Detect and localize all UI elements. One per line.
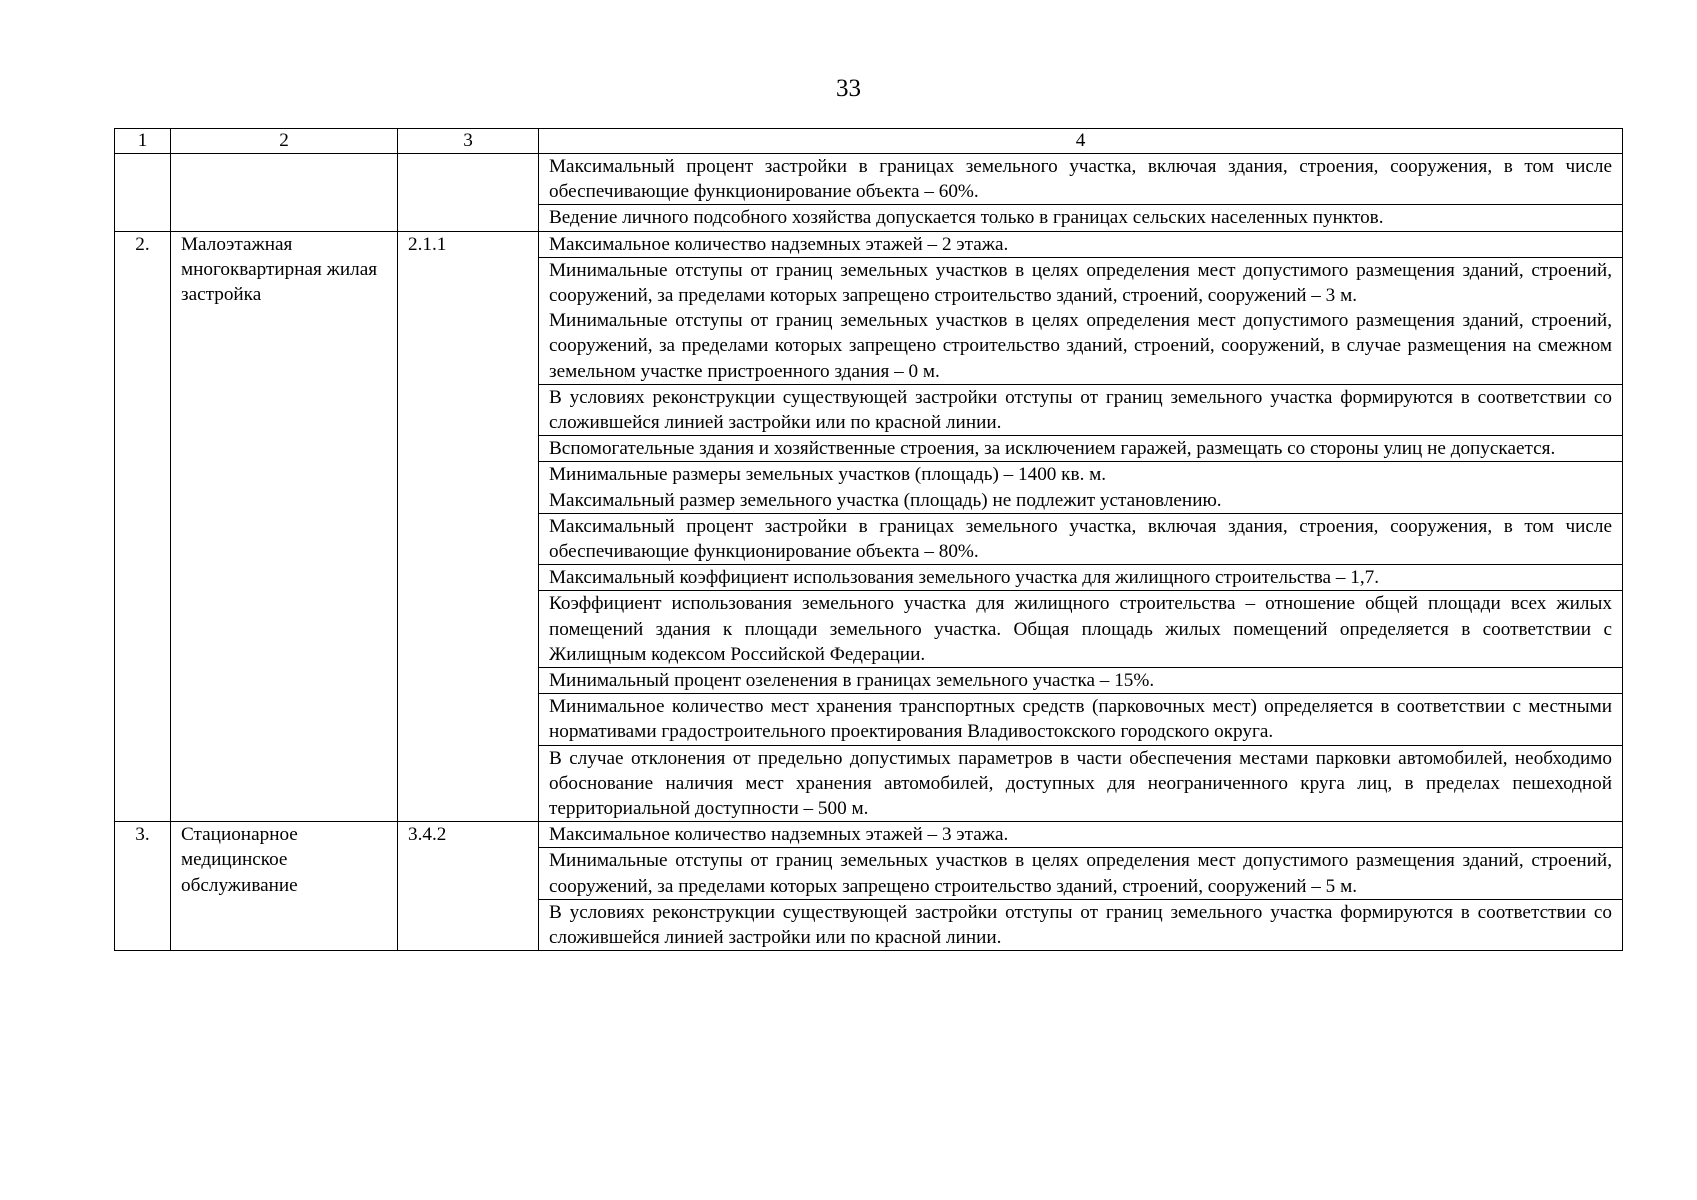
parameter-paragraph: Максимальный размер земельного участка (площадь) не подлежит установлению.	[549, 489, 1222, 511]
parameter-paragraph: Минимальные отступы от границ земельных участков в целях определения мест допустимого размещения зданий, строений, сооружений, за пределами которых запрещено строительство зданий, строений, сооружений, в случае размещения на смежном земельном участке пристроенного здания – 0 м.	[549, 310, 1612, 382]
table-row	[115, 822, 1623, 848]
parameter-paragraph: Минимальные отступы от границ земельных участков в целях определения мест допустимого размещения зданий, строений, сооружений, за пределами которых запрещено строительство зданий, строений, сооружений – 3 м.	[549, 259, 1612, 307]
parameter-cell: Ведение личного подсобного хозяйства допускается только в границах сельских населенных пунктов.	[539, 205, 1623, 231]
table-row	[115, 154, 1623, 205]
parameter-cell: Максимальный процент застройки в границах земельного участка, включая здания, строения, сооружения, в том числе обеспечивающие функционирование объекта – 60%.	[539, 154, 1623, 205]
land-use-code: 3.4.2	[398, 822, 539, 951]
parameter-cell: Коэффициент использования земельного участка для жилищного строительства – отношение общей площади всех жилых помещений здания к площади земельного участка. Общая площадь жилых помещений определяется в соответствии с Жилищным кодексом Российской Федерации.	[539, 591, 1623, 668]
parameter-cell: Минимальные отступы от границ земельных участков в целях определения мест допустимого размещения зданий, строений, сооружений, за пределами которых запрещено строительство зданий, строений, сооружений – 5 м.	[539, 848, 1623, 899]
parameter-cell: Минимальное количество мест хранения транспортных средств (парковочных мест) определяется в соответствии с местными нормативами градостроительного проектирования Владивостокского городского округа.	[539, 694, 1623, 745]
page-number: 33	[836, 75, 861, 102]
parameter-cell	[539, 462, 1623, 513]
table-row	[115, 231, 1623, 257]
row-number	[115, 154, 171, 232]
land-use-code: 2.1.1	[398, 231, 539, 822]
column-header-3: 3	[398, 129, 539, 154]
land-use-name: Стационарное медицинское обслуживание	[171, 822, 398, 951]
row-number: 2.	[115, 231, 171, 822]
column-header-2: 2	[171, 129, 398, 154]
parameter-cell: В условиях реконструкции существующей застройки отступы от границ земельного участка формируются в соответствии со сложившейся линией застройки или по красной линии.	[539, 899, 1623, 950]
parameter-cell: Минимальный процент озеленения в границах земельного участка – 15%.	[539, 668, 1623, 694]
row-number: 3.	[115, 822, 171, 951]
parameter-cell: В условиях реконструкции существующей застройки отступы от границ земельного участка формируются в соответствии со сложившейся линией застройки или по красной линии.	[539, 384, 1623, 435]
column-header-1: 1	[115, 129, 171, 154]
zoning-parameters-table	[114, 128, 1623, 951]
column-header-4: 4	[539, 129, 1623, 154]
parameter-cell: Вспомогательные здания и хозяйственные строения, за исключением гаражей, размещать со стороны улиц не допускается.	[539, 436, 1623, 462]
land-use-name: Малоэтажная многоквартирная жилая застройка	[171, 231, 398, 822]
parameter-cell: Максимальное количество надземных этажей – 3 этажа.	[539, 822, 1623, 848]
land-use-code	[398, 154, 539, 232]
parameter-paragraph: Минимальные размеры земельных участков (площадь) – 1400 кв. м.	[549, 464, 1107, 486]
land-use-name	[171, 154, 398, 232]
parameter-cell	[539, 257, 1623, 384]
parameter-cell: Максимальный процент застройки в границах земельного участка, включая здания, строения, сооружения, в том числе обеспечивающие функционирование объекта – 80%.	[539, 513, 1623, 564]
parameter-cell: В случае отклонения от предельно допустимых параметров в части обеспечения местами парковки автомобилей, необходимо обоснование наличия мест хранения автомобилей, доступных для неограниченного круга лиц, в пределах пешеходной территориальной доступности – 500 м.	[539, 745, 1623, 822]
table-header-row	[115, 129, 1623, 154]
parameter-cell: Максимальное количество надземных этажей – 2 этажа.	[539, 231, 1623, 257]
parameter-cell: Максимальный коэффициент использования земельного участка для жилищного строительства – 1,7.	[539, 565, 1623, 591]
